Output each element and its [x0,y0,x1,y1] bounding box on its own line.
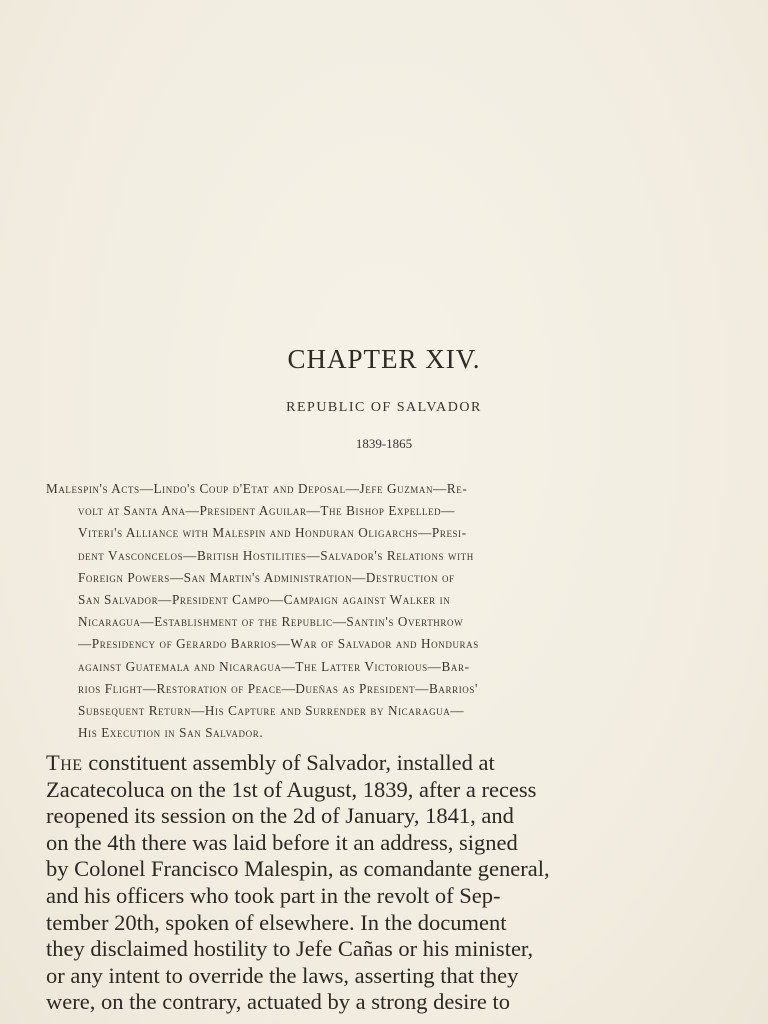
synopsis-line: —Presidency of Gerardo Barrios—War of Salvador and Honduras [78,636,479,652]
synopsis-line: Nicaragua—Establishment of the Republic—Santin's Overthrow [78,614,464,630]
first-line-text: constituent assembly of Salvador, installed at [82,750,495,775]
body-line: on the 4th there was laid before it an address, signed [46,829,518,855]
synopsis-line: His Execution in San Salvador. [78,725,264,741]
synopsis-line: dent Vasconcelos—British Hostilities—Salvador's Relations with [78,547,474,563]
body-line [46,750,632,777]
synopsis-line: Malespin's Acts—Lindo's Coup d'Etat and Deposal—Jefe Guzman—Re- [46,481,468,496]
synopsis-line: Viteri's Alliance with Malespin and Honduran Oligarchs—Presi- [78,525,467,541]
body-line: they disclaimed hostility to Jefe Cañas or his minister, [46,936,534,962]
body-line: or any intent to override the laws, asserting that they [46,962,519,988]
lead-word: The [46,750,83,775]
chapter-dates: 1839-1865 [355,436,413,451]
chapter-subtitle: REPUBLIC OF SALVADOR [286,400,482,415]
body-line: and his officers who took part in the revolt of Sep- [46,882,501,908]
body-line: Zacatecoluca on the 1st of August, 1839, after a recess [46,776,537,802]
synopsis-line: Foreign Powers—San Martin's Administration—Destruction of [78,569,455,585]
body-line: by Colonel Francisco Malespin, as comandante general, [46,856,550,882]
body-paragraph [46,750,632,1016]
synopsis-line: rios Flight—Restoration of Peace—Dueñas as President—Barrios' [78,680,478,696]
synopsis-line: volt at Santa Ana—President Aguilar—The Bishop Expelled— [78,503,456,519]
body-line: tember 20th, spoken of elsewhere. In the document [46,909,507,935]
synopsis-line: San Salvador—President Campo—Campaign against Walker in [78,592,451,608]
body-line: reopened its session on the 2d of January, 1841, and [46,803,514,829]
chapter-title: CHAPTER XIV. [287,344,481,374]
chapter-synopsis [46,478,630,744]
synopsis-line: against Guatemala and Nicaragua—The Latter Victorious—Bar- [78,658,470,674]
synopsis-line: Subsequent Return—His Capture and Surrender by Nicaragua— [78,703,465,719]
body-line: were, on the contrary, actuated by a strong desire to [46,989,510,1015]
